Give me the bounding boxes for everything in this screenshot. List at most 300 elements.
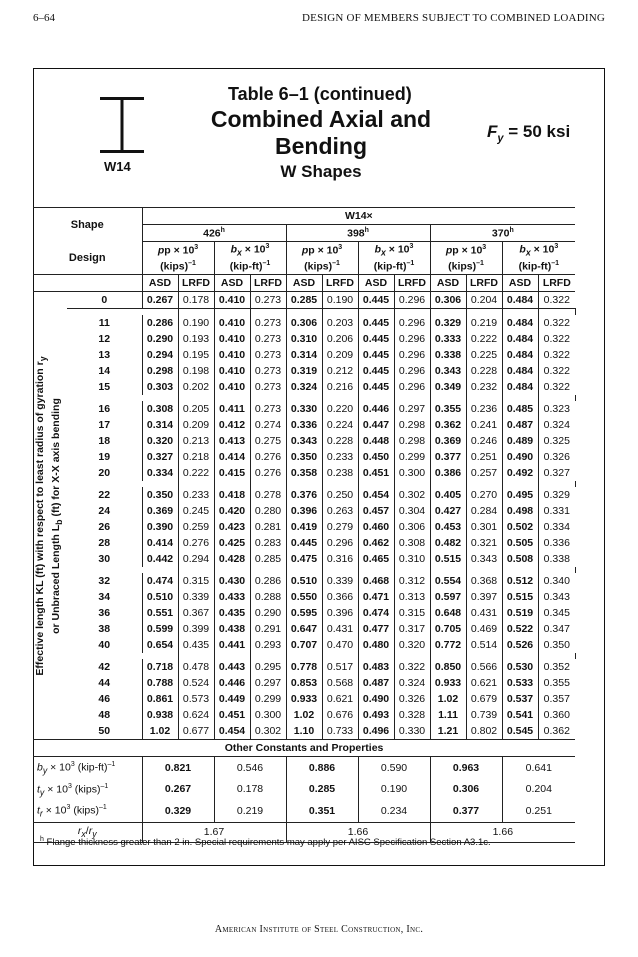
table-row	[33, 363, 605, 379]
table-row	[33, 347, 605, 363]
table-cell: 0.718	[142, 659, 178, 675]
table-cell: 0.448	[358, 433, 394, 449]
table-cell: 0.410	[214, 379, 250, 395]
property-value: 0.329	[142, 800, 214, 822]
table-cell: 0.193	[178, 331, 214, 347]
table-row	[33, 707, 605, 723]
length-value: 15	[98, 381, 111, 393]
shape-header: Shape	[33, 208, 142, 242]
table-cell: 0.362	[538, 723, 575, 740]
table-cell: 0.522	[502, 621, 538, 637]
table-cell: 0.198	[178, 363, 214, 379]
table-cell: 0.291	[250, 621, 286, 637]
table-cell: 0.273	[250, 292, 286, 309]
length-value: 14	[98, 365, 111, 377]
table-row	[33, 379, 605, 395]
table-cell: 0.340	[538, 573, 575, 589]
table-cell: 0.299	[394, 449, 430, 465]
table-cell: 0.446	[214, 675, 250, 691]
bx-unit: $(kip-ft)^{-1}$	[214, 258, 286, 275]
table-cell: 0.206	[322, 331, 358, 347]
table-cell: 0.324	[286, 379, 322, 395]
table-cell: 0.435	[214, 605, 250, 621]
length-value: 48	[98, 709, 111, 721]
table-row	[33, 691, 605, 707]
table-cell: 0.419	[286, 519, 322, 535]
table-cell: 0.218	[178, 449, 214, 465]
property-label: $t_r \times 10^3$ (kips)$^{-1}$	[33, 800, 142, 822]
table-cell: 0.314	[142, 417, 178, 433]
property-value: 0.641	[502, 757, 575, 779]
table-cell: 0.376	[286, 487, 322, 503]
table-cell: 0.306	[286, 315, 322, 331]
table-cell: 0.300	[394, 465, 430, 481]
property-value: 0.285	[286, 779, 358, 801]
table-cell: 0.315	[394, 605, 430, 621]
table-cell: 0.324	[394, 675, 430, 691]
length-value: 46	[98, 693, 111, 705]
design-header: Design	[33, 242, 142, 275]
table-cell: 0.250	[322, 487, 358, 503]
table-cell: 0.336	[538, 535, 575, 551]
table-cell: 0.224	[322, 417, 358, 433]
yield-stress: $F_y = 50$ ksi	[487, 122, 571, 145]
table-cell: 0.290	[250, 605, 286, 621]
table-cell: 0.322	[538, 379, 575, 395]
length-value: 11	[98, 317, 110, 329]
table-cell: 0.788	[142, 675, 178, 691]
table-cell: 0.530	[502, 659, 538, 675]
table-cell: 1.02	[430, 691, 466, 707]
table-cell: 0.484	[502, 379, 538, 395]
table-cell: 0.222	[466, 331, 502, 347]
side-axis-label: Effective length KL (ft) with respect to least radius of gyration $r_y$ or Unbraced Length $L_b$ (ft) for X-X axis bending	[33, 355, 65, 676]
table-cell: 0.778	[286, 659, 322, 675]
table-cell: 0.490	[358, 691, 394, 707]
table-cell: 0.350	[538, 637, 575, 653]
table-cell: 0.330	[394, 723, 430, 740]
table-cell: 0.621	[466, 675, 502, 691]
table-cell: 0.478	[178, 659, 214, 675]
p-unit: (kips)$^{-1}$	[142, 258, 214, 275]
table-cell: 0.514	[466, 637, 502, 653]
table-cell: 0.430	[214, 573, 250, 589]
p-coefficient-header: pp × $10^3$	[286, 242, 358, 259]
lrfd-header: LRFD	[322, 275, 358, 292]
table-cell: 0.457	[358, 503, 394, 519]
table-subtitle: W Shapes	[280, 162, 362, 181]
table-row	[33, 659, 605, 675]
table-cell: 0.285	[286, 292, 322, 309]
length-value: 40	[98, 639, 111, 651]
table-cell: 0.396	[286, 503, 322, 519]
table-cell: 0.320	[394, 637, 430, 653]
table-cell: 0.624	[178, 707, 214, 723]
table-cell: 0.308	[142, 401, 178, 417]
asd-header: ASD	[214, 275, 250, 292]
table-cell: 0.322	[538, 292, 575, 309]
p-unit: (kips)$^{-1}$	[286, 258, 358, 275]
table-cell: 0.512	[502, 573, 538, 589]
table-row	[33, 589, 605, 605]
table-cell: 0.427	[430, 503, 466, 519]
table-cell: 0.322	[394, 659, 430, 675]
property-value: 0.886	[286, 757, 358, 779]
table-cell: 0.216	[322, 379, 358, 395]
length-value: 20	[98, 467, 111, 479]
table-row	[33, 519, 605, 535]
table-cell: 0.283	[250, 535, 286, 551]
table-cell: 0.273	[250, 401, 286, 417]
table-cell: 0.294	[142, 347, 178, 363]
table-cell: 0.308	[394, 535, 430, 551]
table-cell: 0.533	[502, 675, 538, 691]
table-cell: 0.410	[214, 347, 250, 363]
table-cell: 0.273	[250, 363, 286, 379]
table-cell: 0.213	[178, 433, 214, 449]
asd-header: ASD	[430, 275, 466, 292]
table-row	[33, 433, 605, 449]
table-cell: 0.495	[502, 487, 538, 503]
table-cell: 0.460	[358, 519, 394, 535]
table-cell: 0.480	[358, 637, 394, 653]
table-cell: 0.489	[502, 433, 538, 449]
table-cell: 0.454	[358, 487, 394, 503]
table-cell: 0.484	[502, 363, 538, 379]
table-cell: 0.595	[286, 605, 322, 621]
table-cell: 0.445	[358, 315, 394, 331]
table-cell: 0.298	[142, 363, 178, 379]
table-cell: 0.246	[466, 433, 502, 449]
table-cell: 0.281	[250, 519, 286, 535]
length-value: 32	[98, 575, 111, 587]
table-cell: 0.508	[502, 551, 538, 567]
table-cell: 0.515	[502, 589, 538, 605]
table-cell: 0.296	[394, 315, 430, 331]
table-cell: 0.474	[358, 605, 394, 621]
table-cell: 0.263	[322, 503, 358, 519]
table-cell: 0.433	[214, 589, 250, 605]
length-value: 26	[98, 521, 111, 533]
table-cell: 0.299	[250, 691, 286, 707]
table-cell: 0.296	[394, 331, 430, 347]
table-row	[33, 675, 605, 691]
bx-unit: $(kip-ft)^{-1}$	[502, 258, 575, 275]
table-cell: 0.477	[358, 621, 394, 637]
table-cell: 0.296	[322, 535, 358, 551]
table-cell: 0.339	[178, 589, 214, 605]
table-cell: 0.273	[250, 347, 286, 363]
table-cell: 0.355	[538, 675, 575, 691]
table-cell: 0.802	[466, 723, 502, 740]
beam-label: W14	[104, 159, 131, 174]
ratio-value: 1.66	[286, 822, 430, 842]
table-cell: 0.343	[430, 363, 466, 379]
table-cell: 0.487	[358, 675, 394, 691]
table-cell: 0.273	[250, 379, 286, 395]
table-cell: 0.368	[466, 573, 502, 589]
property-value: 0.234	[358, 800, 430, 822]
property-value: 0.590	[358, 757, 430, 779]
table-cell: 0.322	[538, 347, 575, 363]
table-cell: 0.451	[214, 707, 250, 723]
table-cell: 0.310	[286, 331, 322, 347]
table-row	[33, 535, 605, 551]
table-cell: 0.326	[394, 691, 430, 707]
length-value: 19	[98, 451, 111, 463]
table-cell: 0.505	[502, 535, 538, 551]
table-cell: 0.474	[142, 573, 178, 589]
table-cell: 0.286	[142, 315, 178, 331]
table-cell: 0.707	[286, 637, 322, 653]
table-cell: 0.390	[142, 519, 178, 535]
table-cell: 0.328	[394, 707, 430, 723]
property-value: 0.546	[214, 757, 286, 779]
table-cell: 1.10	[286, 723, 322, 740]
table-cell: 0.413	[214, 433, 250, 449]
table-cell: 0.454	[214, 723, 250, 740]
table-cell: 0.490	[502, 449, 538, 465]
table-cell: 0.446	[358, 401, 394, 417]
table-cell: 0.418	[214, 487, 250, 503]
property-value: 0.219	[214, 800, 286, 822]
table-cell: 0.484	[502, 315, 538, 331]
table-name: Combined Axial and Bending	[210, 106, 432, 159]
table-row	[33, 315, 605, 331]
asd-header: ASD	[286, 275, 322, 292]
table-cell: 0.322	[538, 363, 575, 379]
table-cell: 0.273	[250, 331, 286, 347]
table-cell: 0.222	[178, 465, 214, 481]
property-value: 0.178	[214, 779, 286, 801]
lrfd-header: LRFD	[250, 275, 286, 292]
length-value: 44	[98, 677, 111, 689]
table-cell: 0.484	[502, 347, 538, 363]
table-cell: 0.410	[214, 315, 250, 331]
table-cell: 0.396	[322, 605, 358, 621]
table-cell: 0.339	[322, 573, 358, 589]
table-cell: 0.386	[430, 465, 466, 481]
table-cell: 0.203	[322, 315, 358, 331]
table-cell: 0.257	[466, 465, 502, 481]
table-cell: 0.334	[538, 519, 575, 535]
table-cell: 0.293	[250, 637, 286, 653]
table-cell: 0.334	[142, 465, 178, 481]
table-row	[33, 551, 605, 567]
asd-header: ASD	[358, 275, 394, 292]
table-cell: 0.493	[358, 707, 394, 723]
table-cell: 0.739	[466, 707, 502, 723]
table-cell: 0.286	[250, 573, 286, 589]
table-cell: 0.296	[394, 347, 430, 363]
property-value: 0.190	[358, 779, 430, 801]
table-cell: 0.510	[142, 589, 178, 605]
ratio-value: 1.66	[430, 822, 575, 842]
table-cell: 0.219	[466, 315, 502, 331]
length-value: 17	[98, 419, 111, 431]
table-cell: 0.190	[178, 315, 214, 331]
table-cell: 0.496	[358, 723, 394, 740]
table-row	[33, 465, 605, 481]
table-cell: 0.274	[250, 417, 286, 433]
table-cell: 0.443	[214, 659, 250, 675]
table-cell: 0.280	[250, 503, 286, 519]
table-cell: 0.284	[466, 503, 502, 519]
table-cell: 0.853	[286, 675, 322, 691]
table-cell: 0.679	[466, 691, 502, 707]
ratio-value: 1.67	[142, 822, 286, 842]
series-header: W14×	[142, 208, 575, 225]
table-cell: 0.355	[430, 401, 466, 417]
table-cell: 0.482	[430, 535, 466, 551]
table-cell: 0.648	[430, 605, 466, 621]
table-cell: 0.327	[538, 465, 575, 481]
property-label: $t_y \times 10^3$ (kips)$^{-1}$	[37, 782, 109, 798]
table-cell: 0.343	[466, 551, 502, 567]
length-value: 16	[98, 403, 111, 415]
table-cell: 0.515	[430, 551, 466, 567]
asd-header: ASD	[142, 275, 178, 292]
table-cell: 0.423	[214, 519, 250, 535]
table-cell: 0.236	[466, 401, 502, 417]
table-cell: 0.399	[178, 621, 214, 637]
table-cell: 0.358	[286, 465, 322, 481]
table-cell: 0.469	[466, 621, 502, 637]
table-cell: 0.312	[394, 573, 430, 589]
table-cell: 0.336	[286, 417, 322, 433]
table-cell: 0.285	[250, 551, 286, 567]
table-cell: 0.306	[430, 292, 466, 309]
table-cell: 0.204	[466, 292, 502, 309]
table-cell: 0.676	[322, 707, 358, 723]
table-cell: 0.347	[538, 621, 575, 637]
table-cell: 0.233	[178, 487, 214, 503]
table-cell: 0.599	[142, 621, 178, 637]
table-cell: 0.298	[394, 433, 430, 449]
table-cell: 0.410	[214, 363, 250, 379]
table-cell: 0.412	[214, 417, 250, 433]
table-cell: 0.331	[538, 503, 575, 519]
p-coefficient-header: pp × $10^3$	[430, 242, 502, 259]
table-cell: 0.428	[214, 551, 250, 567]
table-cell: 0.366	[322, 589, 358, 605]
table-cell: 0.245	[178, 503, 214, 519]
table-cell: 0.295	[250, 659, 286, 675]
table-cell: 0.314	[286, 347, 322, 363]
table-cell: 0.471	[358, 589, 394, 605]
table-cell: 0.322	[538, 331, 575, 347]
table-cell: 0.415	[214, 465, 250, 481]
table-cell: 0.315	[178, 573, 214, 589]
table-cell: 0.492	[502, 465, 538, 481]
table-cell: 0.468	[358, 573, 394, 589]
table-cell: 0.445	[358, 347, 394, 363]
property-row	[33, 779, 605, 801]
table-cell: 0.449	[214, 691, 250, 707]
table-cell: 0.410	[214, 292, 250, 309]
table-cell: 0.324	[538, 417, 575, 433]
table-cell: 0.733	[322, 723, 358, 740]
table-cell: 0.431	[322, 621, 358, 637]
table-cell: 0.484	[502, 292, 538, 309]
table-cell: 0.259	[178, 519, 214, 535]
table-row	[33, 449, 605, 465]
table-cell: 0.647	[286, 621, 322, 637]
table-cell: 0.297	[394, 401, 430, 417]
table-cell: 0.352	[538, 659, 575, 675]
table-cell: 0.326	[538, 449, 575, 465]
table-cell: 0.445	[358, 363, 394, 379]
table-cell: 0.232	[466, 379, 502, 395]
length-value: 13	[98, 349, 111, 361]
table-cell: 0.442	[142, 551, 178, 567]
table-cell: 0.573	[178, 691, 214, 707]
table-cell: 0.190	[322, 292, 358, 309]
table-cell: 0.411	[214, 401, 250, 417]
table-cell: 0.483	[358, 659, 394, 675]
table-cell: 0.276	[250, 449, 286, 465]
length-value: 28	[98, 537, 111, 549]
table-cell: 0.772	[430, 637, 466, 653]
table-cell: 0.343	[286, 433, 322, 449]
table-cell: 0.195	[178, 347, 214, 363]
table-cell: 0.323	[538, 401, 575, 417]
table-cell: 0.233	[322, 449, 358, 465]
table-cell: 0.377	[430, 449, 466, 465]
table-cell: 0.276	[178, 535, 214, 551]
table-cell: 0.276	[250, 465, 286, 481]
table-row	[33, 621, 605, 637]
table-cell: 0.325	[538, 433, 575, 449]
table-cell: 0.357	[538, 691, 575, 707]
table-cell: 0.275	[250, 433, 286, 449]
table-row	[33, 401, 605, 417]
table-cell: 0.296	[394, 292, 430, 309]
table-cell: 0.465	[358, 551, 394, 567]
table-cell: 0.705	[430, 621, 466, 637]
table-cell: 0.445	[358, 379, 394, 395]
table-cell: 0.202	[178, 379, 214, 395]
table-cell: 0.654	[142, 637, 178, 653]
table-row	[33, 292, 605, 309]
table-cell: 0.228	[466, 363, 502, 379]
table-cell: 0.303	[142, 379, 178, 395]
property-value: 0.251	[502, 800, 575, 822]
table-cell: 0.554	[430, 573, 466, 589]
table-cell: 0.526	[502, 637, 538, 653]
property-value: 0.204	[502, 779, 575, 801]
table-cell: 1.02	[286, 707, 322, 723]
table-cell: 0.510	[286, 573, 322, 589]
p-coefficient-header: pp × $10^3$	[142, 242, 214, 259]
table-cell: 0.414	[142, 535, 178, 551]
length-value: 18	[98, 435, 111, 447]
lrfd-header: LRFD	[466, 275, 502, 292]
table-cell: 0.938	[142, 707, 178, 723]
property-value: 0.821	[142, 757, 214, 779]
table-cell: 0.933	[430, 675, 466, 691]
table-cell: 0.367	[178, 605, 214, 621]
length-value: 36	[98, 607, 111, 619]
length-value: 30	[98, 553, 111, 565]
table-cell: 0.251	[466, 449, 502, 465]
table-cell: 0.524	[178, 675, 214, 691]
table-cell: 1.11	[430, 707, 466, 723]
table-cell: 0.850	[430, 659, 466, 675]
table-cell: 0.545	[502, 723, 538, 740]
property-row	[33, 800, 605, 822]
table-cell: 0.487	[502, 417, 538, 433]
